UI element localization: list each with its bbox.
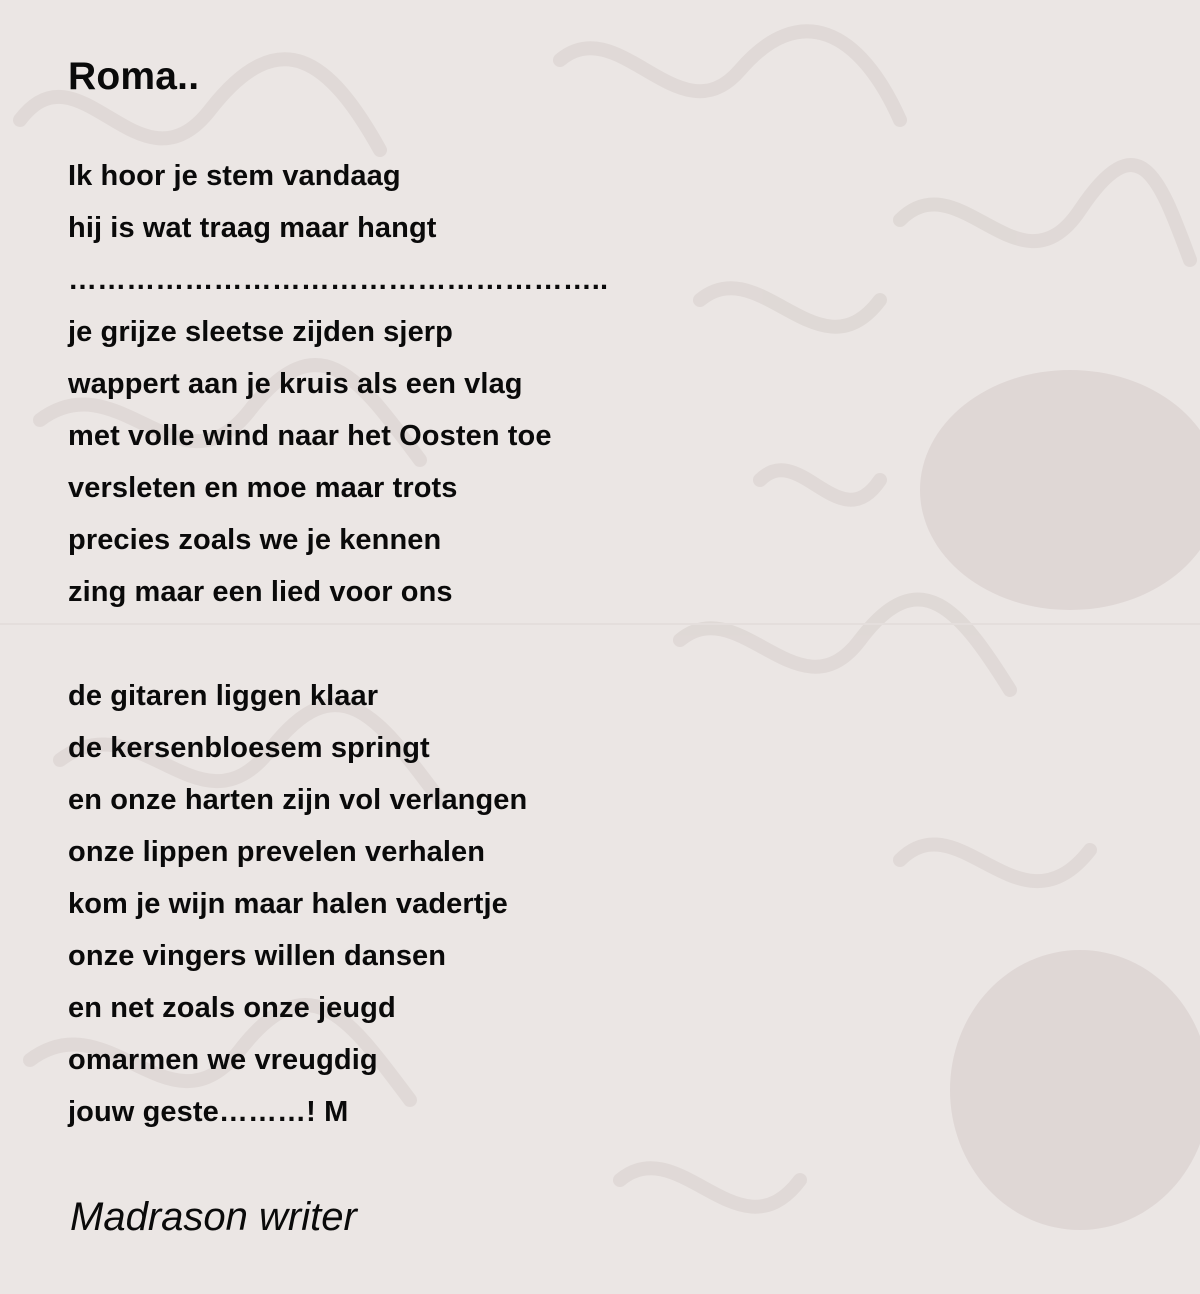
poem-body xyxy=(68,150,608,1138)
poem-line: jouw geste………! M xyxy=(68,1096,349,1128)
poem-line: de gitaren liggen klaar xyxy=(68,680,379,712)
poem-line: wappert aan je kruis als een vlag xyxy=(68,368,523,400)
poem-line: onze vingers willen dansen xyxy=(68,940,447,972)
poem-line: versleten en moe maar trots xyxy=(68,472,458,504)
poem-line: met volle wind naar het Oosten toe xyxy=(68,420,552,452)
poem-line: Ik hoor je stem vandaag xyxy=(68,160,401,192)
poem-line: onze lippen prevelen verhalen xyxy=(68,836,486,868)
poem-line: de kersenbloesem springt xyxy=(68,732,430,764)
poem-line: hij is wat traag maar hangt xyxy=(68,212,437,244)
poem-author: Madrason writer xyxy=(70,1195,357,1239)
poem-line: je grijze sleetse zijden sjerp xyxy=(68,316,453,348)
poem-line: omarmen we vreugdig xyxy=(68,1044,378,1076)
poem-line: precies zoals we je kennen xyxy=(68,524,442,556)
poem-line: kom je wijn maar halen vadertje xyxy=(68,888,508,920)
stanza-break xyxy=(68,618,608,670)
poem-title: Roma.. xyxy=(68,55,200,98)
poem-line: zing maar een lied voor ons xyxy=(68,576,453,608)
poem-line: en onze harten zijn vol verlangen xyxy=(68,784,528,816)
poem-line: ……………………………………………….. xyxy=(68,264,609,296)
poem-line: en net zoals onze jeugd xyxy=(68,992,396,1024)
